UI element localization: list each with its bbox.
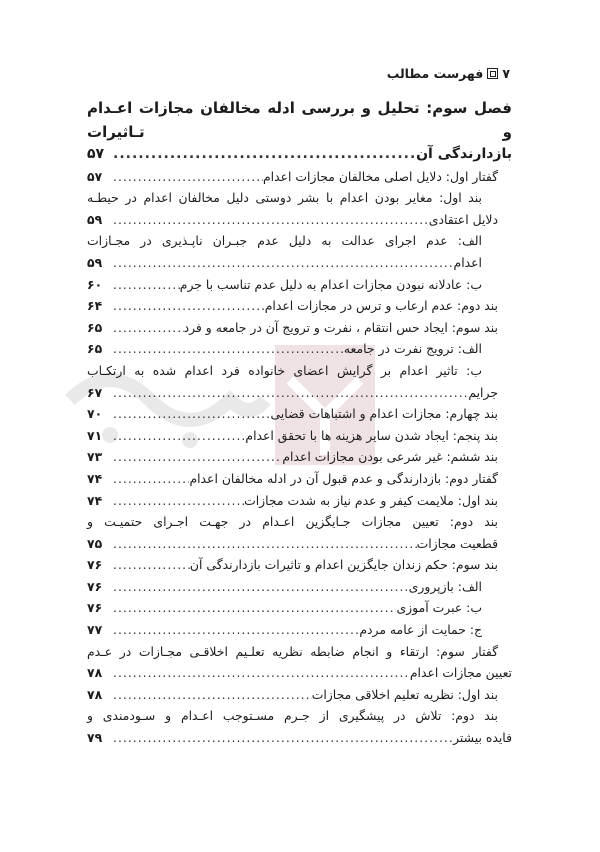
page-ref: ۷۹ — [87, 730, 103, 746]
page-ref: ۷۷ — [87, 622, 103, 638]
dot-leader — [113, 382, 468, 404]
toc-entry — [87, 554, 512, 576]
toc-entry — [87, 338, 512, 360]
toc-entry-title: بند دوم: عدم ارعاب و ترس در مجازات اعدام — [264, 298, 498, 314]
page-ref: ۵۷ — [87, 168, 103, 184]
dot-leader — [113, 338, 344, 360]
toc-entry — [87, 166, 512, 188]
page-number: ۷ — [502, 66, 510, 81]
toc-entry — [87, 468, 512, 490]
toc-entry-line: الف: عدم اجرای عدالت به دلیل عدم جبـران ناپـذیری در مجـازات — [87, 233, 482, 249]
toc-entry-title: بازدارندگی آن — [416, 146, 512, 162]
toc-entry — [87, 576, 512, 598]
toc-entry-line: بند دوم: تلاش در پیشگیری از جـرم مسـتوجب اعـدام و سـودمندی و — [87, 708, 498, 724]
dot-leader — [113, 446, 282, 468]
toc-entry — [87, 252, 512, 274]
toc-entry — [87, 209, 512, 231]
dot-leader — [113, 317, 184, 339]
running-head-title: فهرست مطالب — [386, 66, 484, 81]
toc-entry-title: تعیین مجازات اعدام — [409, 665, 512, 681]
dot-leader — [113, 209, 429, 231]
page-ref: ۷۶ — [87, 578, 103, 594]
toc-entry-line: بند دوم: تعیین مجازات جـایگزین اعـدام در جهـت اجـرای حتمیـت و — [87, 514, 498, 530]
page-ref: ۶۵ — [87, 319, 103, 335]
dot-leader — [113, 295, 265, 317]
page-ref: ۷۵ — [87, 535, 103, 551]
chapter-heading: فصل سوم: تحلیل و بررسی ادله مخالفان مجازات اعـدام و تـاثیرات — [87, 99, 512, 141]
toc-entry — [87, 533, 512, 555]
toc-entry — [87, 382, 512, 404]
page-ref: ۶۷ — [87, 384, 103, 400]
page-ref: ۷۸ — [87, 665, 103, 681]
toc-entry-title: فایده بیشتر — [453, 730, 512, 746]
dot-leader — [113, 597, 396, 619]
dot-leader — [113, 144, 416, 166]
page-ref: ۵۷ — [87, 146, 105, 162]
dot-leader — [113, 619, 359, 641]
toc-entry-title: بند چهارم: مجازات اعدام و اشتباهات قضایی — [270, 406, 498, 422]
square-ornament-icon — [487, 68, 498, 79]
toc-entry — [87, 295, 512, 317]
page-ref: ۷۸ — [87, 686, 103, 702]
toc-entry-title: گفتار اول: دلایل اصلی مخالفان مجازات اعدام — [263, 168, 498, 184]
toc-entry — [87, 597, 512, 619]
toc-entry-line: گفتار سوم: ارتقاء و انجام ضابطه نظریه تعلـیم اخلاقـی مجـازات در عـدم — [87, 643, 498, 659]
toc-entry-title: جرایم — [468, 384, 498, 400]
page-ref: ۶۰ — [87, 276, 103, 292]
page-ref: ۷۴ — [87, 470, 103, 486]
dot-leader — [113, 166, 263, 188]
toc-entry — [87, 684, 512, 706]
toc-entry — [87, 425, 512, 447]
toc-entry-title: بند ششم: غیر شرعی بودن مجازات اعدام — [282, 449, 498, 465]
toc-entry-title: اعدام — [453, 254, 482, 270]
chapter-heading-entry — [87, 144, 512, 166]
dot-leader — [113, 727, 453, 749]
toc-entry — [87, 317, 512, 339]
toc-entry-title: ب: عادلانه نبودن مجازات اعدام به دلیل عدم تناسب با جرم — [179, 276, 482, 292]
dot-leader — [113, 252, 454, 274]
page-ref: ۷۶ — [87, 600, 103, 616]
toc-entry-title: گفتار دوم: بازدارندگی و عدم قبول آن در ادله مخالفان اعدام — [189, 470, 498, 486]
page-ref: ۶۴ — [87, 298, 103, 314]
toc-entry-line: بند اول: مغایر بودن اعدام با بشر دوستی دلیل مخالفان اعدام در حیطـه — [87, 190, 482, 206]
toc-entry-title: بند سوم: ایجاد حس انتقام ، نفرت و ترویج آن در جامعه و فرد — [183, 319, 498, 335]
dot-leader — [113, 403, 270, 425]
dot-leader — [113, 662, 410, 684]
toc-entry-title: دلایل اعتقادی — [428, 211, 498, 227]
dot-leader — [113, 490, 244, 512]
page-ref: ۷۶ — [87, 557, 103, 573]
running-head — [387, 66, 510, 81]
toc-entry — [87, 274, 512, 296]
dot-leader — [113, 533, 417, 555]
page-ref: ۶۵ — [87, 341, 103, 357]
table-of-contents — [87, 96, 512, 749]
page-ref: ۵۹ — [87, 211, 103, 227]
toc-entry-title: بند پنجم: ایجاد شدن سایر هزینه ها با تحقق اعدام — [245, 427, 498, 443]
toc-entry-line: ب: تاثیر اعدام بر گرایش اعضای خانواده فرد اعدام شده به ارتکـاب — [87, 362, 482, 378]
dot-leader — [113, 576, 409, 598]
toc-entry — [87, 662, 512, 684]
toc-entry-title: بند سوم: حکم زندان جایگزین اعدام و تاثیرات بازدارندگی آن — [189, 557, 498, 573]
page-ref: ۷۳ — [87, 449, 103, 465]
dot-leader — [113, 425, 245, 447]
toc-entry-title: الف: بازپروری — [408, 578, 482, 594]
dot-leader — [113, 554, 190, 576]
page-ref: ۷۰ — [87, 406, 103, 422]
toc-entry-title: قطعیت مجازات — [416, 535, 498, 551]
toc-entry-title: ج: حمایت از عامه مردم — [359, 622, 482, 638]
dot-leader — [113, 684, 312, 706]
toc-entry — [87, 490, 512, 512]
page-ref: ۷۴ — [87, 492, 103, 508]
toc-entry-title: بند اول: ملایمت کیفر و عدم نیاز به شدت مجازات — [244, 492, 498, 508]
toc-entry — [87, 403, 512, 425]
toc-entry — [87, 619, 512, 641]
toc-entry-title: بند اول: نظریه تعلیم اخلاقی مجازات — [311, 686, 498, 702]
toc-entry — [87, 727, 512, 749]
page-ref: ۷۱ — [87, 427, 103, 443]
page-ref: ۵۹ — [87, 254, 103, 270]
toc-entry-title: الف: ترویج نفرت در جامعه — [343, 341, 482, 357]
dot-leader — [113, 468, 189, 490]
toc-entry-title: ب: عبرت آموزی — [396, 600, 482, 616]
dot-leader — [113, 274, 180, 296]
toc-entry — [87, 446, 512, 468]
